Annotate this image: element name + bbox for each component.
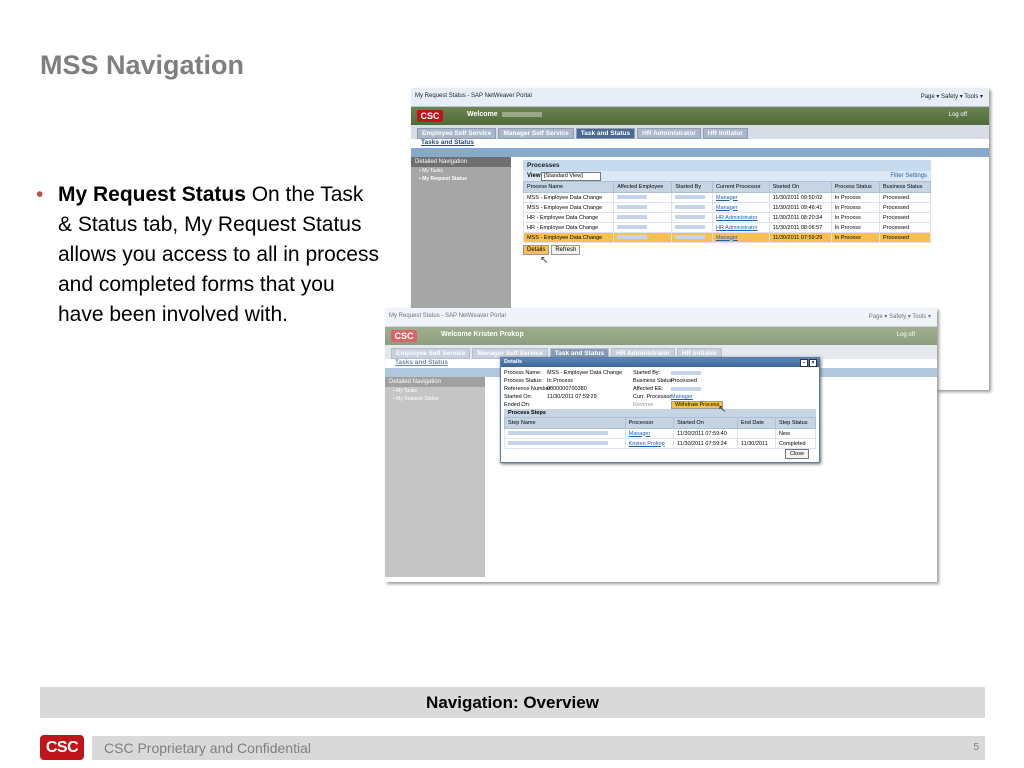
tab-task-status[interactable]: Task and Status: [576, 128, 635, 139]
leftnav-header: Detailed Navigation: [411, 157, 511, 167]
csc-logo: CSC: [40, 735, 84, 760]
refresh-button[interactable]: Refresh: [551, 245, 580, 255]
col-header[interactable]: Started By: [672, 182, 713, 193]
col-header[interactable]: Process Status: [831, 182, 879, 193]
browser-toolbar: [411, 88, 989, 107]
portal-header: [411, 107, 989, 125]
col-header[interactable]: Started On: [674, 418, 738, 429]
tab-mss[interactable]: Manager Self Service: [498, 128, 573, 139]
processes-title: Processes: [523, 160, 931, 171]
view-row: [523, 171, 931, 181]
tab-ess[interactable]: Employee Self Service: [391, 348, 470, 359]
close-button[interactable]: Close: [785, 449, 809, 459]
subtab-tasks-status[interactable]: Tasks and Status: [411, 139, 989, 148]
portal-tabs: [411, 125, 989, 139]
process-status-value: In Process: [547, 378, 573, 384]
table-row[interactable]: MSS - Employee Data Change Manager 11/30/2011 09:46:41 In Process Processed: [524, 203, 931, 213]
bullet-point: [36, 180, 381, 330]
table-row-selected[interactable]: MSS - Employee Data Change Manager 11/30/2011 07:59:29 In Process Processed: [524, 233, 931, 243]
logoff-link[interactable]: Log off: [948, 112, 967, 118]
filter-settings-link[interactable]: Filter Settings: [890, 173, 927, 179]
minimize-icon[interactable]: –: [800, 359, 808, 367]
col-header[interactable]: Business Status: [880, 182, 931, 193]
portal-logo: CSC: [417, 110, 443, 122]
browser-title: My Request Status - SAP NetWeaver Portal: [415, 93, 532, 99]
col-header[interactable]: Affected Employee: [614, 182, 672, 193]
browser-title: My Request Status - SAP NetWeaver Portal: [389, 313, 506, 319]
table-row[interactable]: Kristen Prokop 11/30/2011 07:59:24 11/30/2011 Completed: [505, 439, 816, 449]
welcome-text: Welcome Kristen Prokop: [441, 331, 524, 338]
page-number: 5: [973, 742, 979, 753]
col-header[interactable]: Current Processor: [712, 182, 769, 193]
col-header[interactable]: Process Name: [524, 182, 614, 193]
bullet-bold: My Request Status: [58, 183, 246, 206]
leftnav-my-tasks[interactable]: • My Tasks: [393, 388, 417, 394]
curr-processor-link[interactable]: Manager: [671, 394, 693, 400]
logoff-link[interactable]: Log off: [896, 332, 915, 338]
tab-hr-initiator[interactable]: HR Initiator: [703, 128, 748, 139]
blue-band: [411, 148, 989, 157]
col-header[interactable]: Processor: [625, 418, 674, 429]
details-button[interactable]: Details: [523, 245, 549, 255]
process-steps-table: [504, 417, 816, 449]
browser-tools[interactable]: Page ▾ Safety ▾ Tools ▾: [868, 314, 931, 320]
leftnav-header: Detailed Navigation: [385, 377, 485, 387]
col-header[interactable]: Started On: [769, 182, 831, 193]
confidential-text: CSC Proprietary and Confidential: [104, 740, 311, 756]
process-name-value: MSS - Employee Data Change: [547, 370, 623, 376]
welcome-text: Welcome: [467, 111, 542, 118]
bullet-text: On the Task & Status tab, My Request Status allows you access to all in process and completed forms that you have been involved with.: [58, 183, 379, 326]
tab-mss[interactable]: Manager Self Service: [472, 348, 547, 359]
processes-panel: [523, 160, 931, 255]
mouse-cursor-icon: ↖: [718, 404, 727, 415]
mouse-cursor-icon: ↖: [540, 255, 549, 266]
subtab-tasks-status[interactable]: Tasks and Status: [385, 359, 937, 368]
browser-tools[interactable]: Page ▾ Safety ▾ Tools ▾: [920, 94, 983, 100]
tab-hr-admin[interactable]: HR Administrator: [611, 348, 675, 359]
bullet-icon: •: [36, 183, 44, 206]
close-icon[interactable]: ×: [809, 359, 817, 367]
tab-hr-admin[interactable]: HR Administrator: [637, 128, 701, 139]
process-steps-title: Process Steps: [504, 409, 816, 417]
portal-logo: CSC: [391, 330, 417, 342]
view-select[interactable]: [Standard View]: [541, 172, 601, 181]
leftnav-my-request-status[interactable]: • My Request Status: [419, 176, 467, 182]
table-row[interactable]: HR - Employee Data Change HR Administrator 11/30/2011 08:20:34 In Process Processed: [524, 213, 931, 223]
col-header[interactable]: Step Status: [776, 418, 816, 429]
view-label: View: [527, 173, 541, 179]
reverse-button[interactable]: Reverse: [633, 402, 654, 408]
leftnav-my-request-status[interactable]: • My Request Status: [393, 396, 439, 402]
dialog-title-bar: Details – ×: [501, 358, 819, 367]
details-dialog: Details – × Process Name: MSS - Employee Data Change Process Status: In Process Reference Number: 0000000700380 Started On: 11/30/2011 07:59:29 Ended On: Started By: Business Status: Processed Affected EE: Curr. Processor: Manager Reverse Withdraw Process Process Steps Step Name Processor Started On End Date Step Status Manager 11/30/2011 07:59:40 New Kristen Prokop 11/30/2011 07:59:24 11/30/2011 Completed Close: [500, 357, 820, 463]
col-header[interactable]: End Date: [738, 418, 776, 429]
reference-value: 0000000700380: [547, 386, 587, 392]
footer-title: Navigation: Overview: [40, 687, 985, 718]
table-row[interactable]: MSS - Employee Data Change Manager 11/30/2011 09:50:02 In Process Processed: [524, 193, 931, 203]
col-header[interactable]: Step Name: [505, 418, 626, 429]
tab-ess[interactable]: Employee Self Service: [417, 128, 496, 139]
table-row[interactable]: Manager 11/30/2011 07:59:40 New: [505, 429, 816, 439]
withdraw-process-button[interactable]: Withdraw Process: [671, 401, 723, 409]
tab-hr-initiator[interactable]: HR Initiator: [677, 348, 722, 359]
leftnav-my-tasks[interactable]: • My Tasks: [419, 168, 443, 174]
table-row[interactable]: HR - Employee Data Change HR Administrator 11/30/2011 08:06:57 In Process Processed: [524, 223, 931, 233]
tab-task-status[interactable]: Task and Status: [550, 348, 609, 359]
started-on-value: 11/30/2011 07:59:29: [547, 394, 597, 400]
business-status-value: Processed: [671, 378, 697, 384]
processes-table: [523, 181, 931, 243]
slide-title: MSS Navigation: [40, 50, 245, 80]
